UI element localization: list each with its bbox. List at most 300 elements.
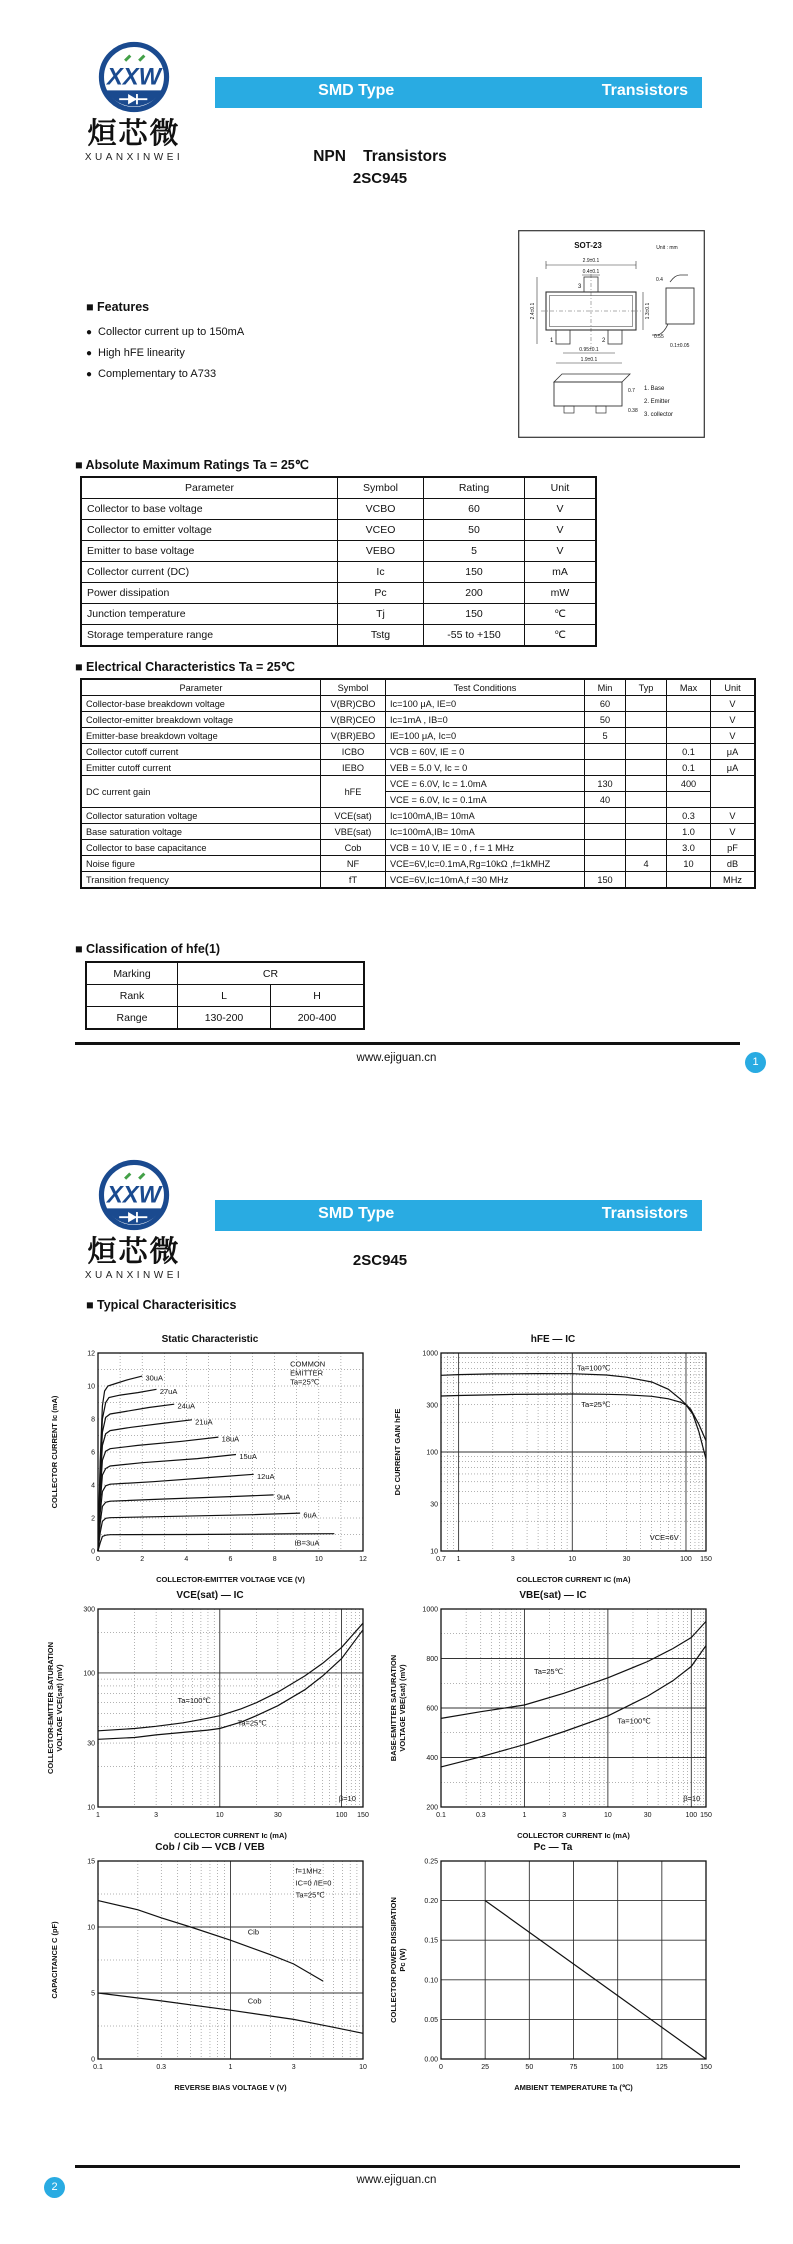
header-smd-type: SMD Type (318, 1205, 395, 1222)
logo-letters: XXW (107, 64, 161, 91)
svg-text:Ta=100℃: Ta=100℃ (177, 1695, 211, 1705)
dim-lead-pitch: 0.95±0.1 (579, 347, 599, 353)
svg-text:10: 10 (87, 1383, 95, 1391)
svg-text:COMMON: COMMON (290, 1359, 326, 1369)
svg-text:30: 30 (643, 1812, 652, 1819)
dim-body-width: 2.9±0.1 (582, 258, 600, 264)
page-number-badge: 1 (745, 1052, 766, 1073)
dim-lead-bend: 0.55 (654, 334, 664, 340)
package-name: SOT-23 (574, 241, 602, 250)
table-cell: 60 (424, 499, 525, 520)
table-cell (626, 760, 667, 776)
svg-text:800: 800 (426, 1656, 438, 1663)
table-cell (667, 872, 711, 889)
elec-heading: ■ Electrical Characteristics Ta = 25℃ (75, 660, 295, 674)
svg-text:30: 30 (87, 1740, 95, 1748)
svg-text:Ta=100℃: Ta=100℃ (617, 1716, 651, 1726)
table-cell: VCBO (338, 499, 424, 520)
table-row (86, 962, 364, 985)
svg-text:10: 10 (603, 1812, 612, 1819)
dim-3d-a: 0.7 (628, 388, 635, 394)
svg-text:10: 10 (430, 1548, 438, 1556)
footer-rule (75, 2165, 740, 2168)
table-row (81, 625, 596, 647)
header-bar (215, 77, 702, 108)
svg-text:0.00: 0.00 (424, 2056, 438, 2064)
column-header: Test Conditions (386, 679, 585, 696)
table-cell: V(BR)EBO (321, 728, 386, 744)
table-cell (626, 776, 667, 792)
svg-text:0.3: 0.3 (475, 1812, 486, 1819)
table-cell: V (711, 808, 756, 824)
svg-text:COLLECTOR-EMITTER SATURATION: COLLECTOR-EMITTER SATURATION (46, 1641, 55, 1775)
table-cell: 0.1 (667, 760, 711, 776)
dim-standoff: 0.1±0.05 (670, 343, 690, 349)
table-cell: ℃ (525, 625, 597, 647)
table-cell: μA (711, 744, 756, 760)
table-cell: 1.0 (667, 824, 711, 840)
package-outline-drawing (518, 230, 705, 438)
table-row (86, 985, 364, 1007)
table-cell (711, 776, 756, 808)
svg-text:0.15: 0.15 (424, 1937, 438, 1945)
svg-text:15uA: 15uA (239, 1451, 257, 1461)
svg-text:0.20: 0.20 (424, 1898, 438, 1906)
features-heading: ■ Features (86, 300, 150, 314)
svg-text:3: 3 (510, 1556, 515, 1563)
chart-title: hFE — IC (530, 1334, 576, 1345)
table-row (81, 760, 755, 776)
pin-legend-emitter: 2. Emitter (644, 399, 670, 405)
pin1-number: 1 (550, 338, 554, 344)
svg-text:AMBIENT TEMPERATURE Ta (℃): AMBIENT TEMPERATURE Ta (℃) (514, 2083, 633, 2092)
column-header: Parameter (81, 679, 321, 696)
package-unit: Unit : mm (656, 245, 678, 251)
table-row (81, 808, 755, 824)
svg-text:10: 10 (359, 2064, 367, 2071)
header-transistors: Transistors (601, 82, 688, 99)
header-transistors: Transistors (601, 1205, 688, 1222)
table-cell: Collector-emitter breakdown voltage (81, 712, 321, 728)
table-cell: CR (178, 962, 365, 985)
svg-text:125: 125 (655, 2064, 668, 2071)
table-cell: Tj (338, 604, 424, 625)
table-cell: VCE = 6.0V, Ic = 1.0mA (386, 776, 585, 792)
table-cell: VCEO (338, 520, 424, 541)
pin-legend-base: 1. Base (644, 386, 665, 392)
svg-text:IB=3uA: IB=3uA (294, 1538, 320, 1548)
pin2-number: 2 (602, 338, 606, 344)
chart-title: Pc — Ta (533, 1842, 573, 1853)
table-cell: V (711, 696, 756, 712)
svg-text:50: 50 (525, 2064, 534, 2071)
feature-item: ● Complementary to A733 (86, 368, 217, 380)
table-cell: V (525, 520, 597, 541)
svg-text:4: 4 (91, 1482, 95, 1490)
svg-text:150: 150 (700, 1556, 712, 1563)
elec-table (80, 678, 756, 889)
table-row (81, 872, 755, 889)
table-cell: VCE=6V,Ic=10mA,f =30 MHz (386, 872, 585, 889)
table-row (81, 824, 755, 840)
table-cell: DC current gain (81, 776, 321, 808)
svg-text:10: 10 (87, 1804, 95, 1812)
table-cell: Ic=100 μA, IE=0 (386, 696, 585, 712)
chart-hfe-vs-ic (388, 1334, 718, 1591)
svg-text:Ta=25℃: Ta=25℃ (581, 1399, 611, 1409)
table-cell: Transition frequency (81, 872, 321, 889)
svg-text:150: 150 (357, 1812, 369, 1819)
footer-url: www.ejiguan.cn (356, 1052, 437, 1064)
typical-characteristics-heading: ■ Typical Characterisitics (86, 1298, 237, 1312)
svg-text:10: 10 (568, 1556, 577, 1563)
chart-power-vs-temperature (388, 1842, 718, 2099)
svg-text:β=10: β=10 (683, 1794, 701, 1804)
svg-text:18uA: 18uA (221, 1434, 240, 1444)
svg-text:10: 10 (314, 1556, 323, 1563)
svg-text:1000: 1000 (422, 1350, 438, 1358)
table-cell: Base saturation voltage (81, 824, 321, 840)
column-header: Symbol (338, 477, 424, 499)
table-cell: Emitter to base voltage (81, 541, 338, 562)
table-cell: -55 to +150 (424, 625, 525, 647)
svg-text:150: 150 (700, 1812, 712, 1819)
table-header-row (81, 477, 596, 499)
svg-text:DC CURRENT GAIN hFE: DC CURRENT GAIN hFE (393, 1408, 402, 1496)
svg-text:0.7: 0.7 (436, 1556, 446, 1563)
svg-text:VCE=6V: VCE=6V (649, 1533, 679, 1543)
table-row (86, 1007, 364, 1030)
table-row (81, 840, 755, 856)
table-cell: V(BR)CEO (321, 712, 386, 728)
table-cell: VCE = 6.0V, Ic = 0.1mA (386, 792, 585, 808)
svg-text:10: 10 (87, 1924, 95, 1932)
chart-hfe-vs-ic-plot (388, 1348, 718, 1586)
table-row (81, 541, 596, 562)
hfe-class-table (85, 961, 365, 1030)
svg-text:6uA: 6uA (303, 1510, 317, 1520)
svg-text:0.25: 0.25 (424, 1858, 438, 1866)
table-cell (585, 760, 626, 776)
svg-text:6: 6 (228, 1556, 233, 1563)
table-cell: 200 (424, 583, 525, 604)
table-cell: H (271, 985, 365, 1007)
table-cell: Junction temperature (81, 604, 338, 625)
table-row (81, 696, 755, 712)
chart-vcesat-vs-ic-plot (45, 1604, 375, 1842)
svg-text:8: 8 (91, 1416, 95, 1424)
svg-text:0: 0 (91, 1548, 95, 1556)
table-cell: 0.1 (667, 744, 711, 760)
dim-3d-b: 0.38 (628, 408, 638, 414)
svg-text:0.1: 0.1 (93, 2064, 103, 2071)
svg-text:Ta=25℃: Ta=25℃ (295, 1890, 325, 1900)
table-cell: Collector-base breakdown voltage (81, 696, 321, 712)
abs-max-heading: ■ Absolute Maximum Ratings Ta = 25℃ (75, 458, 309, 472)
column-header: Max (667, 679, 711, 696)
svg-text:100: 100 (335, 1812, 348, 1819)
table-row (81, 583, 596, 604)
svg-text:0.05: 0.05 (424, 2016, 438, 2024)
footer-rule (75, 1042, 740, 1045)
svg-text:3: 3 (154, 1812, 159, 1819)
table-cell: Storage temperature range (81, 625, 338, 647)
brand-english: XUANXINWEI (84, 1269, 184, 1281)
table-cell: Collector cutoff current (81, 744, 321, 760)
svg-text:12uA: 12uA (257, 1471, 275, 1481)
svg-text:COLLECTOR POWER DISSIPATION: COLLECTOR POWER DISSIPATION (389, 1897, 398, 2023)
svg-text:Ta=25℃: Ta=25℃ (533, 1667, 564, 1677)
chart-static-characteristic-plot (45, 1348, 375, 1586)
column-header: Unit (711, 679, 756, 696)
table-cell: 200-400 (271, 1007, 365, 1030)
svg-text:COLLECTOR CURRENT IC (mA): COLLECTOR CURRENT IC (mA) (516, 1575, 631, 1584)
table-cell: MHz (711, 872, 756, 889)
svg-text:0.1: 0.1 (436, 1812, 446, 1819)
table-cell (667, 792, 711, 808)
svg-text:75: 75 (569, 2064, 578, 2071)
chart-vbesat-vs-ic-plot (388, 1604, 718, 1842)
svg-text:0.3: 0.3 (156, 2064, 167, 2071)
svg-text:CAPACITANCE C (pF): CAPACITANCE C (pF) (50, 1921, 59, 1999)
xxw-logo-icon (97, 40, 171, 114)
table-row (81, 776, 755, 792)
svg-text:15: 15 (87, 1858, 95, 1866)
table-cell: ICBO (321, 744, 386, 760)
table-cell: Emitter cutoff current (81, 760, 321, 776)
svg-text:10: 10 (215, 1812, 224, 1819)
brand-english: XUANXINWEI (84, 151, 184, 163)
table-cell: fT (321, 872, 386, 889)
svg-text:200: 200 (426, 1804, 438, 1812)
svg-text:COLLECTOR-EMITTER VOLTAGE VC: COLLECTOR-EMITTER VOLTAGE VCE (V) (156, 1575, 305, 1584)
feature-item: ● Collector current up to 150mA (86, 326, 245, 338)
bullet-icon: ● (86, 348, 93, 359)
svg-text:8: 8 (272, 1556, 277, 1563)
table-cell: 50 (585, 712, 626, 728)
svg-text:100: 100 (83, 1670, 95, 1678)
part-number: 2SC945 (352, 1252, 408, 1269)
pin3-number: 3 (578, 284, 582, 290)
table-cell: V (525, 541, 597, 562)
svg-text:0: 0 (96, 1556, 100, 1563)
table-cell: Collector to emitter voltage (81, 520, 338, 541)
table-cell: VCB = 10 V, IE = 0 , f = 1 MHz (386, 840, 585, 856)
feature-item: ● High hFE linearity (86, 347, 185, 359)
svg-text:0: 0 (439, 2064, 443, 2071)
table-cell (626, 696, 667, 712)
table-cell: Pc (338, 583, 424, 604)
svg-text:2: 2 (91, 1515, 95, 1523)
svg-text:300: 300 (426, 1402, 438, 1410)
chart-title: Static Characteristic (161, 1334, 259, 1345)
table-cell (585, 744, 626, 760)
svg-text:150: 150 (700, 2064, 712, 2071)
dim-lead-width: 0.4±0.1 (582, 269, 600, 275)
dim-lead-span: 1.9±0.1 (580, 357, 598, 363)
table-row (81, 520, 596, 541)
table-cell: Marking (86, 962, 178, 985)
table-cell: 60 (585, 696, 626, 712)
svg-text:1: 1 (96, 1812, 100, 1819)
table-cell: V (711, 824, 756, 840)
table-cell: V (711, 728, 756, 744)
column-header: Parameter (81, 477, 338, 499)
page-number-badge: 2 (44, 2177, 65, 2198)
table-cell: mW (525, 583, 597, 604)
table-cell (626, 792, 667, 808)
table-cell: Tstg (338, 625, 424, 647)
table-cell (626, 824, 667, 840)
table-cell: Noise figure (81, 856, 321, 872)
table-cell: 3.0 (667, 840, 711, 856)
table-cell: VBE(sat) (321, 824, 386, 840)
table-cell (585, 808, 626, 824)
svg-text:0: 0 (91, 2056, 95, 2064)
svg-text:100: 100 (680, 1556, 692, 1563)
column-header: Rating (424, 477, 525, 499)
table-cell: 40 (585, 792, 626, 808)
table-row (81, 712, 755, 728)
header-smd-type: SMD Type (318, 82, 395, 99)
chart-vbesat-vs-ic (388, 1590, 718, 1847)
table-cell: dB (711, 856, 756, 872)
bullet-icon: ● (86, 327, 93, 338)
svg-text:f=1MHz: f=1MHz (295, 1866, 322, 1876)
chart-title: Cob / Cib — VCB / VEB (155, 1842, 265, 1853)
table-cell (585, 856, 626, 872)
table-cell: Ic=1mA , IB=0 (386, 712, 585, 728)
table-cell: pF (711, 840, 756, 856)
svg-text:BASE-EMITTER SATURATION: BASE-EMITTER SATURATION (389, 1654, 398, 1762)
brand-chinese: 烜芯微 (87, 1236, 181, 1268)
table-cell: Collector to base voltage (81, 499, 338, 520)
table-row (81, 856, 755, 872)
table-cell (626, 712, 667, 728)
svg-text:1000: 1000 (422, 1606, 438, 1614)
table-cell: VCB = 60V, IE = 0 (386, 744, 585, 760)
column-header: Unit (525, 477, 597, 499)
svg-text:Ta=25℃: Ta=25℃ (237, 1718, 267, 1728)
bullet-icon: ● (86, 369, 93, 380)
svg-text:24uA: 24uA (177, 1401, 196, 1411)
table-cell: mA (525, 562, 597, 583)
chart-title: VCE(sat) — IC (176, 1590, 244, 1601)
table-cell (626, 840, 667, 856)
table-cell: 150 (424, 604, 525, 625)
svg-text:30: 30 (622, 1556, 631, 1563)
svg-text:0.10: 0.10 (424, 1977, 438, 1985)
column-header: Min (585, 679, 626, 696)
svg-text:EMITTER: EMITTER (290, 1368, 324, 1378)
table-cell (667, 696, 711, 712)
logo-letters: XXW (107, 1182, 161, 1209)
pin-legend-collector: 3. collector (644, 412, 674, 418)
table-cell: Collector current (DC) (81, 562, 338, 583)
svg-text:12: 12 (87, 1350, 95, 1358)
company-logo (66, 40, 202, 163)
table-row (81, 744, 755, 760)
svg-text:5: 5 (91, 1990, 95, 1998)
table-cell: Collector to base capacitance (81, 840, 321, 856)
table-cell: 10 (667, 856, 711, 872)
table-cell: 0.3 (667, 808, 711, 824)
svg-text:Pc (W): Pc (W) (398, 1948, 407, 1972)
table-cell: VEB = 5.0 V, Ic = 0 (386, 760, 585, 776)
column-header: Symbol (321, 679, 386, 696)
svg-text:12: 12 (359, 1556, 367, 1563)
table-cell: VCE(sat) (321, 808, 386, 824)
svg-text:25: 25 (481, 2064, 490, 2071)
table-row (81, 604, 596, 625)
svg-text:1: 1 (522, 1812, 527, 1819)
svg-text:30uA: 30uA (145, 1373, 164, 1383)
svg-text:21uA: 21uA (195, 1417, 213, 1427)
table-cell: 150 (424, 562, 525, 583)
table-row (81, 728, 755, 744)
header-bar (215, 1200, 702, 1231)
svg-text:1: 1 (456, 1556, 461, 1563)
svg-text:2: 2 (140, 1556, 145, 1563)
svg-text:β=10: β=10 (338, 1793, 356, 1803)
table-cell: Ic=100mA,IB= 10mA (386, 824, 585, 840)
table-cell: Power dissipation (81, 583, 338, 604)
svg-text:4: 4 (184, 1556, 189, 1563)
svg-text:3: 3 (562, 1812, 567, 1819)
svg-text:30: 30 (273, 1812, 282, 1819)
chart-power-vs-temperature-plot (388, 1856, 718, 2094)
table-cell (667, 728, 711, 744)
table-cell: 4 (626, 856, 667, 872)
table-cell: V (711, 712, 756, 728)
table-cell: μA (711, 760, 756, 776)
features-list (86, 326, 244, 389)
table-cell: IE=100 μA, Ic=0 (386, 728, 585, 744)
table-cell: VCE=6V,Ic=0.1mA,Rg=10kΩ ,f=1kMHZ (386, 856, 585, 872)
table-cell: V(BR)CBO (321, 696, 386, 712)
dim-lead-top: 0.4 (656, 277, 663, 283)
chart-title: VBE(sat) — IC (519, 1590, 587, 1601)
svg-text:3: 3 (291, 2064, 296, 2071)
table-cell: Collector saturation voltage (81, 808, 321, 824)
page-title: NPN Transistors (313, 148, 447, 165)
table-row (81, 499, 596, 520)
svg-text:600: 600 (426, 1705, 438, 1713)
table-cell (667, 712, 711, 728)
table-cell (585, 840, 626, 856)
svg-text:Ta=100℃: Ta=100℃ (577, 1363, 611, 1373)
table-cell: V (525, 499, 597, 520)
table-cell: 400 (667, 776, 711, 792)
svg-text:VOLTAGE VBE(sat) (mV): VOLTAGE VBE(sat) (mV) (398, 1664, 407, 1752)
part-number: 2SC945 (352, 170, 408, 187)
dim-body-inner: 1.3±0.1 (645, 302, 651, 320)
table-cell: 130 (585, 776, 626, 792)
svg-text:300: 300 (83, 1606, 95, 1614)
svg-text:Cob: Cob (247, 1996, 262, 2006)
svg-text:Cib: Cib (247, 1927, 260, 1937)
table-cell: 5 (424, 541, 525, 562)
footer-url: www.ejiguan.cn (356, 2174, 437, 2186)
table-cell (626, 744, 667, 760)
svg-text:REVERSE BIAS VOLTAGE V (V): REVERSE BIAS VOLTAGE V (V) (174, 2083, 287, 2092)
svg-text:COLLECTOR CURRENT Ic (mA): COLLECTOR CURRENT Ic (mA) (50, 1395, 59, 1509)
table-cell: L (178, 985, 271, 1007)
table-cell: Rank (86, 985, 178, 1007)
table-cell: 5 (585, 728, 626, 744)
svg-text:6: 6 (91, 1449, 95, 1457)
svg-text:400: 400 (426, 1755, 438, 1762)
